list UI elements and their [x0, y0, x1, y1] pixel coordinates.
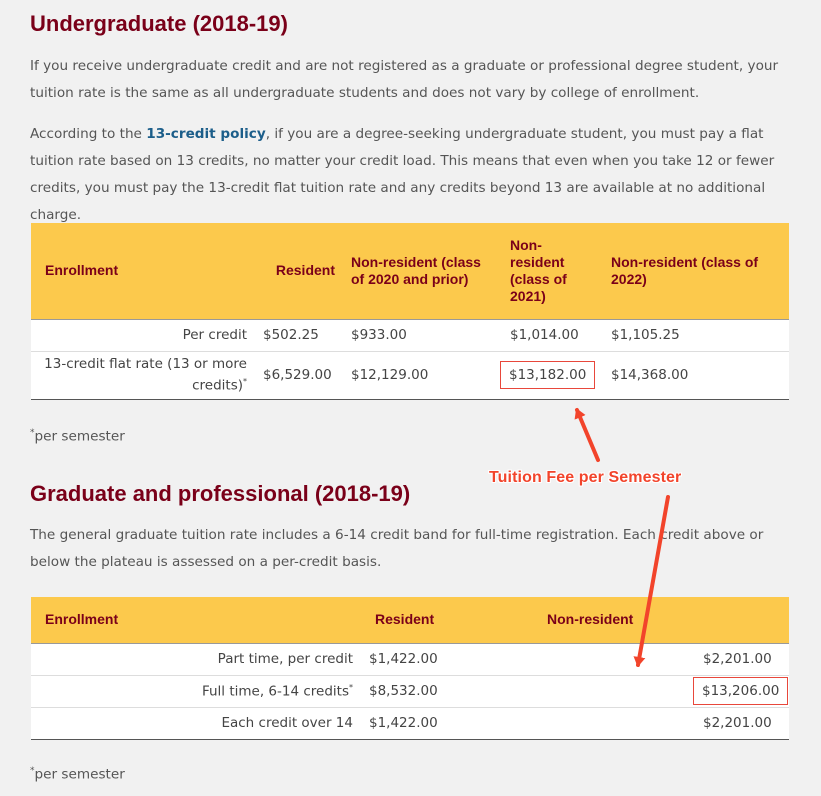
row-label-text: Part time, per credit — [217, 651, 353, 667]
col-nonresident-2022: Non-resident (class of 2022) — [603, 223, 789, 319]
col-nonresident: Non-resident — [527, 597, 789, 643]
table-cell: $8,532.00 — [361, 675, 527, 707]
col-resident: Resident — [361, 597, 527, 643]
table-cell: $1,105.25 — [603, 319, 789, 351]
table-cell: $1,422.00 — [361, 643, 527, 675]
table-cell: $1,014.00 — [502, 319, 603, 351]
col-nonresident-2020: Non-resident (class of 2020 and prior) — [343, 223, 502, 319]
table-cell: $2,201.00 — [527, 707, 789, 739]
undergrad-heading: Undergraduate (2018-19) — [30, 11, 288, 36]
footnote-mark: * — [30, 766, 35, 776]
row-label-text: Each credit over 14 — [221, 715, 353, 731]
highlight-box: $13,182.00 — [500, 361, 595, 389]
footnote-text: per semester — [34, 428, 125, 445]
table-cell: $12,129.00 — [343, 351, 502, 399]
footnote-text: per semester — [34, 766, 125, 783]
grad-heading: Graduate and professional (2018-19) — [30, 481, 411, 506]
footnote-marker: * — [349, 682, 353, 692]
row-label-text: Per credit — [182, 327, 247, 343]
annotation-callout: Tuition Fee per Semester — [489, 469, 682, 486]
row-label-text: Full time, 6-14 credits — [201, 683, 349, 700]
row-label-text: 13-credit flat rate (13 or more credits) — [44, 355, 247, 394]
table-cell: $933.00 — [343, 319, 502, 351]
table-cell: $2,201.00 — [527, 643, 789, 675]
policy-text-before: According to the — [30, 126, 147, 142]
credit-policy-link[interactable]: 13-credit policy — [146, 126, 266, 142]
table-cell: $1,422.00 — [361, 707, 527, 739]
grad-intro-paragraph: The general graduate tuition rate includes a 6-14 credit band for full-time registration. Each credit above or below the plateau is assessed on a per-credit basis. — [30, 527, 764, 570]
highlight-box: $13,206.00 — [693, 677, 788, 705]
arrow-to-undergrad-fee — [577, 410, 598, 460]
col-enrollment: Enrollment — [31, 223, 255, 319]
table-cell: $6,529.00 — [255, 351, 343, 399]
arrow-to-grad-fee — [638, 497, 668, 665]
footnote-marker: * — [243, 376, 247, 386]
col-enrollment: Enrollment — [31, 597, 361, 643]
table-cell: $502.25 — [255, 319, 343, 351]
table-cell: $14,368.00 — [603, 351, 789, 399]
policy-text-after: , if you are a degree-seeking undergraduate student, you must pay a flat tuition rate based on 13 credits, no matter your credit load. This means that even when you take 12 or fewer credits, you must pay the 13-credit flat tuition rate and any credits beyond 13 are available at no additional charge. — [30, 126, 775, 223]
col-resident: Resident — [255, 223, 343, 319]
col-nonresident-2021: Non-resident (class of 2021) — [502, 223, 603, 319]
footnote-mark: * — [30, 428, 35, 438]
undergrad-intro-paragraph: If you receive undergraduate credit and are not registered as a graduate or professional degree student, your tuition rate is the same as all undergraduate students and does not vary by college of enrollment. — [30, 58, 779, 101]
